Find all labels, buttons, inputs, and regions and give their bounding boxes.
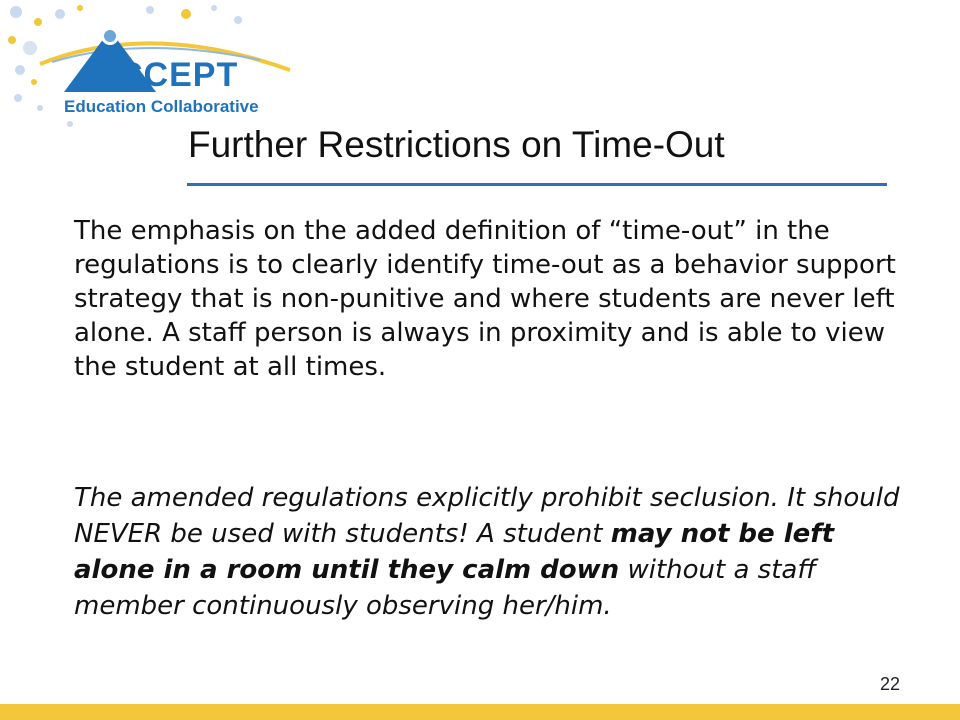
emphasis-text-end: without a staff member continuously observing her/him. [74, 555, 817, 621]
logo-subtitle-text: Education Collaborative [64, 97, 259, 116]
bottom-accent-bar [0, 704, 960, 720]
emphasis-bold-text: may not be left alone in a room until they calm down [74, 519, 835, 585]
page-number: 22 [880, 674, 901, 694]
body-paragraph: The emphasis on the added definition of “time-out” in the regulations is to clearly identify time-out as a behavior support strategy that is non-punitive and where students are never left alone. A staff person is always in proximity and is able to view the student at all times. [74, 216, 896, 382]
slide-title: Further Restrictions on Time-Out [188, 124, 725, 165]
logo-brand-text: CCEPT [118, 56, 239, 94]
emphasis-paragraph [74, 480, 914, 624]
emphasis-text-start: The amended regulations explicitly prohibit seclusion. It should NEVER be used with students! A student [74, 483, 900, 549]
title-underline [187, 183, 887, 186]
